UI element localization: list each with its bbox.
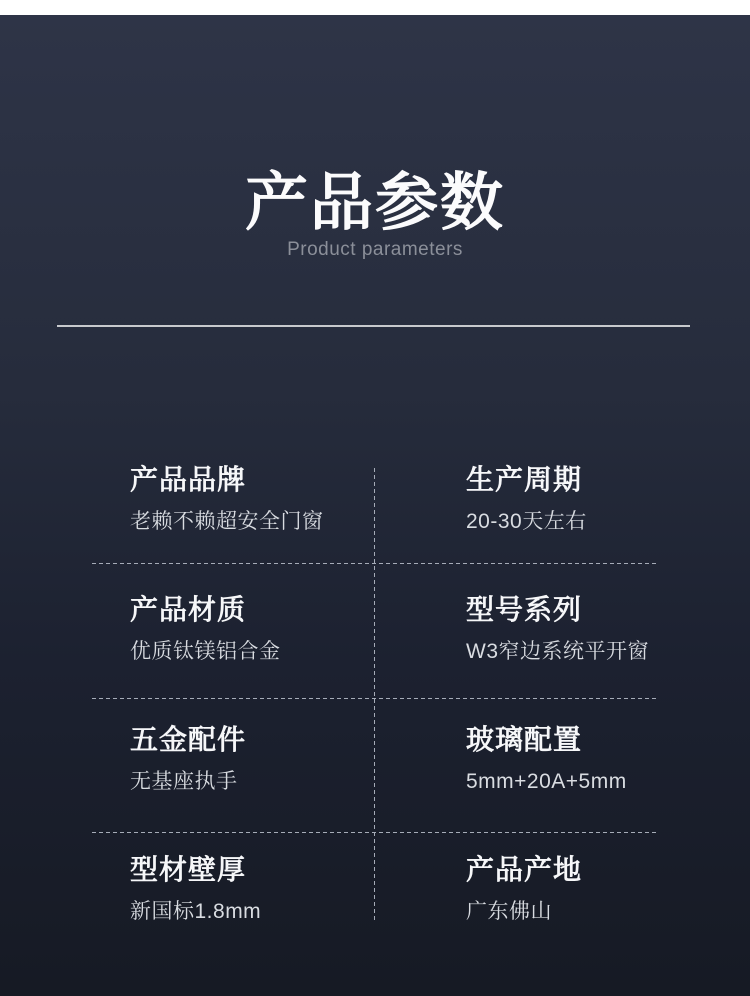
spec-label: 型号系列 (466, 594, 583, 625)
header-divider-line (57, 325, 690, 327)
section-subtitle: Product parameters (287, 239, 463, 260)
column-divider-dashed (374, 468, 375, 920)
spec-value: 新国标1.8mm (130, 900, 262, 923)
spec-item-profile-thickness (130, 856, 261, 924)
spec-item-material (130, 596, 281, 664)
spec-label: 五金配件 (130, 724, 247, 755)
row-divider-dashed (92, 698, 658, 699)
spec-label: 产品材质 (130, 594, 247, 625)
spec-item-model-series (466, 596, 649, 664)
spec-value: 5mm+20A+5mm (466, 770, 627, 793)
spec-label: 玻璃配置 (466, 724, 583, 755)
spec-label: 生产周期 (466, 464, 583, 495)
spec-label: 产品产地 (466, 854, 583, 885)
spec-label: 型材壁厚 (130, 854, 247, 885)
spec-item-origin (466, 856, 582, 924)
spec-value: 优质钛镁铝合金 (130, 640, 281, 663)
spec-item-glass-config (466, 726, 627, 794)
spec-value: 无基座执手 (130, 770, 238, 793)
spec-item-hardware (130, 726, 246, 794)
top-margin-strip (0, 0, 750, 15)
row-divider-dashed (92, 563, 658, 564)
spec-value: 广东佛山 (466, 900, 552, 923)
spec-label: 产品品牌 (130, 464, 247, 495)
spec-item-production-cycle (466, 466, 587, 534)
spec-value: W3窄边系统平开窗 (466, 640, 649, 663)
section-title: 产品参数 (245, 168, 505, 238)
spec-item-brand (130, 466, 324, 534)
spec-value: 老赖不赖超安全门窗 (130, 510, 324, 533)
row-divider-dashed (92, 832, 658, 833)
spec-value: 20-30天左右 (466, 510, 587, 533)
